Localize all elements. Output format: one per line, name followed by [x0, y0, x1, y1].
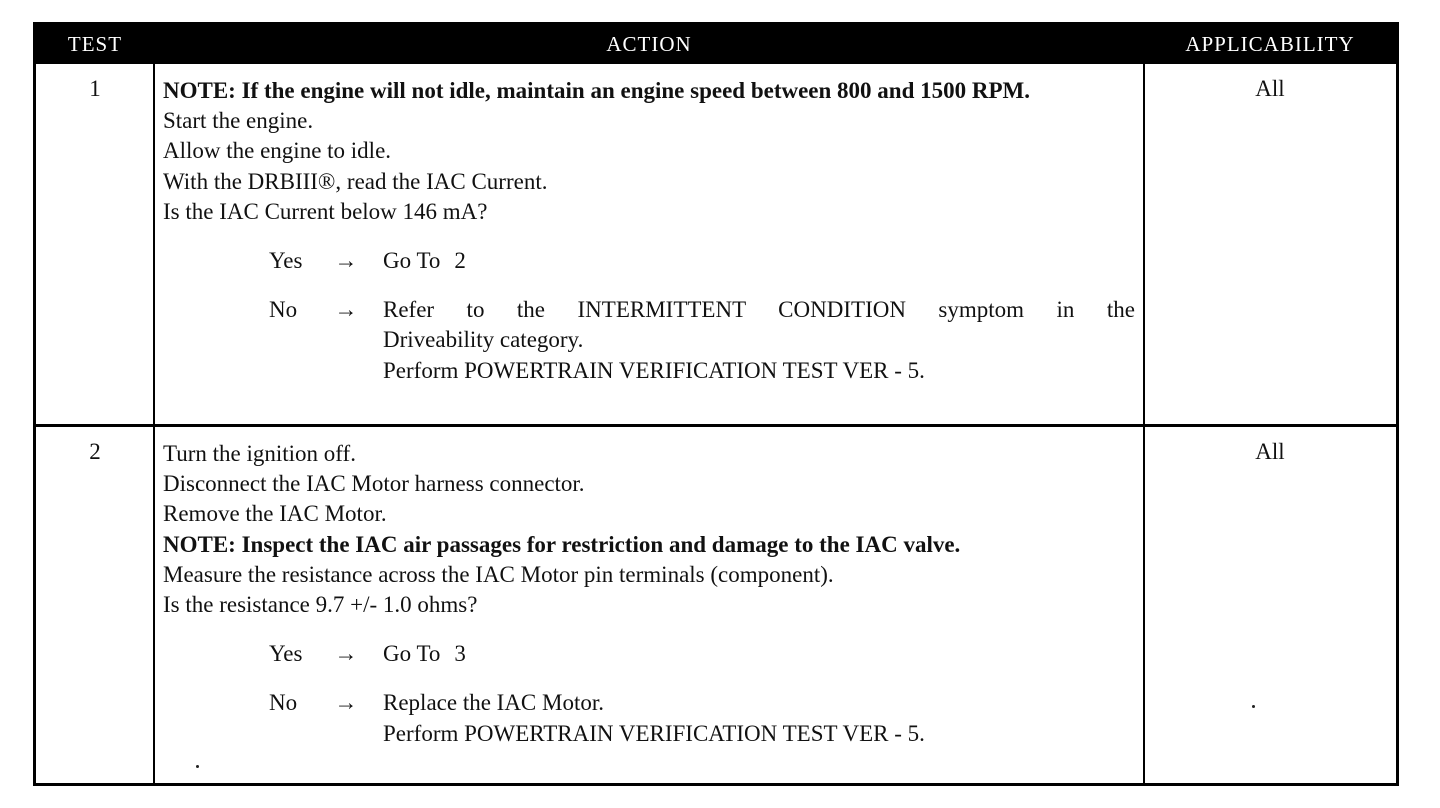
note-text: NOTE: If the engine will not idle, maintain an engine speed between 800 and 1500 RPM. [163, 78, 1031, 103]
right-arrow-icon: → [334, 641, 358, 667]
no-label: No [269, 690, 298, 716]
no-instruction: Replace the IAC Motor. [383, 690, 605, 716]
action-cell [163, 76, 1135, 386]
step-text: Measure the resistance across the IAC Motor pin terminals (component). [163, 561, 834, 587]
yes-label: Yes [269, 641, 303, 667]
step-text: Disconnect the IAC Motor harness connector. [163, 471, 585, 497]
step-text: Allow the engine to idle. [163, 138, 392, 164]
goto-link[interactable]: 2 [454, 248, 466, 274]
applicability-value: All [1255, 76, 1285, 101]
step-text: With the DRBIII®, read the IAC Current. [163, 168, 548, 194]
header-applicability: APPLICABILITY [1185, 32, 1355, 56]
action-cell [163, 439, 1135, 749]
verification-instruction: Perform POWERTRAIN VERIFICATION TEST VER - 5. [383, 357, 925, 383]
goto-link[interactable]: 3 [454, 641, 466, 667]
header-test: TEST [67, 32, 123, 56]
no-label: No [269, 297, 298, 323]
verification-instruction: Perform POWERTRAIN VERIFICATION TEST VER - 5. [383, 720, 925, 746]
yes-result [269, 246, 1135, 276]
no-result [269, 688, 1135, 748]
test-number: 1 [89, 76, 101, 101]
question-text: Is the IAC Current below 146 mA? [163, 198, 488, 224]
step-text: Remove the IAC Motor. [163, 501, 387, 527]
no-instruction: Driveability category. [383, 327, 584, 353]
test-number: 2 [89, 439, 101, 464]
no-result [269, 295, 1135, 386]
no-instruction: Refer to the INTERMITTENT CONDITION symptom in the [383, 297, 1135, 323]
header-action: ACTION [606, 32, 692, 56]
right-arrow-icon: → [334, 690, 358, 716]
diagnostic-test-table [33, 22, 1399, 786]
scan-speck [196, 765, 199, 768]
table-row [36, 64, 1396, 424]
right-arrow-icon: → [334, 297, 358, 323]
yes-result [269, 639, 1135, 669]
applicability-value: All [1255, 439, 1285, 464]
scan-speck [1252, 705, 1255, 708]
goto-text: Go To [383, 641, 441, 667]
step-text: Turn the ignition off. [163, 441, 356, 466]
question-text: Is the resistance 9.7 +/- 1.0 ohms? [163, 592, 478, 618]
right-arrow-icon: → [334, 248, 358, 274]
note-text: NOTE: Inspect the IAC air passages for restriction and damage to the IAC valve. [163, 531, 961, 557]
goto-text: Go To [383, 248, 441, 274]
table-header [36, 25, 1396, 64]
step-text: Start the engine. [163, 108, 314, 134]
table-row [36, 427, 1396, 783]
yes-label: Yes [269, 248, 303, 274]
